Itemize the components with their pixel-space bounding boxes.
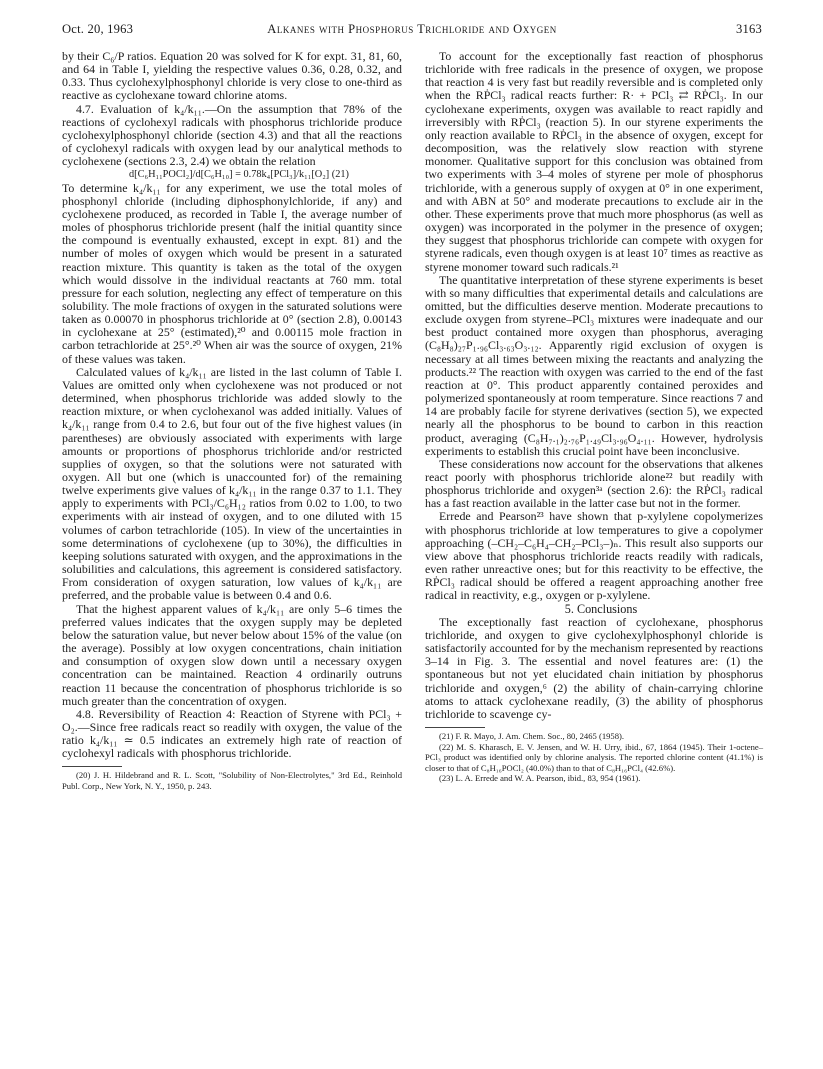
section-4-7-paragraph: 4.7. Evaluation of k₄/k₁₁.—On the assumption that 78% of the reactions of cyclohexyl radicals with phosphorus trichloride produce cyclohexylphosphonyl chloride (section 4.3) and that all the reactions of cyclohexyl radicals with oxygen lead by our analytical methods to cyclohexene (sections 2.3, 2.4) we obtain the relation (62, 101, 402, 169)
section-4-8-paragraph: 4.8. Reversibility of Reaction 4: Reaction of Styrene with PCl₃ + O₂.—Since free radicals react so readily with oxygen, the value of the ratio k₄/k₁₁ ≃ 0.5 indicates an extremely high rate of reaction of cyclohexyl radicals with phosphorus trichloride. (62, 706, 402, 761)
left-column (62, 50, 402, 792)
equation-21: d[C₆H₁₁POCl₂]/d[C₆H₁₀] = 0.78k₄[PCl₃]/k₁₁[O₂] (21) (129, 169, 349, 181)
paragraph: That the highest apparent values of k₄/k₁₁ are only 5–6 times the preferred values indicates that the oxygen supply may be depleted below the saturation value, but never below about 15% of the value (on the average). Possibly at low oxygen concentrations, chain initiation and consumption of oxygen slow down until a necessary oxygen concentration can be maintained. Reaction 4 ordinarily outruns reaction 11 because the concentration of phosphorus trichloride is so much greater than the concentration of oxygen. (62, 601, 402, 708)
paragraph: by their C₆/P ratios. Equation 20 was solved for K for expt. 31, 81, 60, and 64 in Table I, yielding the respective values 0.36, 0.28, 0.32, and 0.33. Thus cyclohexylphosphonyl chloride is very close to one-third as reactive as cyclohexane toward chlorine atoms. (62, 49, 402, 103)
footnote-21: (21) F. R. Mayo, J. Am. Chem. Soc., 80, 2465 (1958). (439, 730, 625, 741)
paragraph: Errede and Pearson²³ have shown that p-xylylene copolymerizes with phosphorus trichloride at low temperatures to give a copolymer approaching (–CH₂–C₆H₄–CH₂–PCl₃–)ₙ. This result also supports our view above that phosphorus trichloride reacts readily with radicals, even rather unreactive ones; but for this reactivity to be effective, the RṖCl₃ radical should be offered a reagent approaching another free radical in reactivity, e.g., oxygen or p-xylylene. (425, 509, 763, 603)
paragraph: The quantitative interpretation of these styrene experiments is beset with so many difficulties that experimental details and calculations are omitted, but the difficulties deserve mention. Moderate precautions to exclude oxygen from styrene–PCl₃ mixtures were inadequate and our best product contained more oxygen than phosphorus, averaging (C₈H₈)₂₇P₁.₉₆Cl₃.₆₃O₃.₁₂. Apparently rigid exclusion of oxygen is necessary at all times between mixing the reactants and analyzing the products.²² The reaction with oxygen was carried to the end of the fast reaction at 0°. This product apparently contained peroxides and polymerized spontaneously at room temperature. Since reactions 7 and 14 are probably facile for styrene derivatives (section 5), we expected nearly all the phosphorus to be bound to carbon in this reaction product, averaging (C₈H₇.₁)₂.₇₆P₁.₄₉Cl₃.₉₆O₄.₁₁. However, hydrolysis experiments to establish this crucial point have been inconclusive. (425, 272, 763, 458)
paragraph: Calculated values of k₄/k₁₁ are listed in the last column of Table I. Values are omitted only when cyclohexene was not produced or not determined, when phosphorus trichloride was added slowly to the reaction mixture, or when cyclohexanol was added initially. Values of k₄/k₁₁ range from 0.4 to 2.6, but four out of the five highest values (in parentheses) are obviously associated with experiments with large amounts or proportions of phosphorus trichloride and/or restricted supplies of oxygen, so that the solutions were not saturated with oxygen. All but one (which is unaccounted for) of the remaining twelve experiments give values of k₄/k₁₁ in the range 0.37 to 1.1. They apply to experiments with PCl₃/C₆H₁₂ ratios from 0.02 to 1.00, to two experiments with air instead of oxygen, and to one diluted with 15 volumes of carbon tetrachloride (105). In view of the uncertainties in some determinations of cyclohexene (up to 30%), the difficulties in keeping solutions saturated with oxygen, and the approximations in the solubilities and calculations, this agreement is considered satisfactory. From consideration of oxygen saturation, low values of k₄/k₁₁ are preferred, and the probable value is between 0.4 and 0.6. (62, 364, 402, 603)
issue-date: Oct. 20, 1963 (62, 22, 134, 36)
footnote-22: (22) M. S. Kharasch, E. V. Jensen, and W. H. Urry, ibid., 67, 1864 (1945). Their 1-octene–PCl₃ product was identified only by chlorine analysis. The reported chlorine content (41.1%) is closer to that of C₈H₁₆POCl₂ (40.0%) than to that of C₈H₁₆PCl₄ (42.6%). (425, 741, 763, 773)
footnote-divider (62, 766, 122, 767)
page-number: 3163 (736, 22, 762, 36)
footnote-23: (23) L. A. Errede and W. A. Pearson, ibid., 83, 954 (1961). (439, 773, 641, 784)
footnote-20: (20) J. H. Hildebrand and R. L. Scott, "Solubility of Non-Electrolytes," 3rd Ed., Reinhold Publ. Corp., New York, N. Y., 1950, p. 243. (62, 770, 402, 792)
page-header (62, 22, 762, 38)
right-column (425, 50, 763, 784)
conclusions-heading: 5. Conclusions (564, 601, 638, 616)
paragraph: These considerations now account for the observations that alkenes react poorly with phosphorus trichloride alone²² but readily with phosphorus trichloride and oxygen³ᵃ (section 2.6): the RṖCl₃ radical has a fast reaction available in the latter case but not in the former. (425, 456, 763, 511)
paragraph: To account for the exceptionally fast reaction of phosphorus trichloride with free radicals in the presence of oxygen, we propose that reaction 4 is very fast but readily reversible and is completed only when the RṖCl₃ radical reacts further: R· + PCl₃ ⇄ RṖCl₃. In our cyclohexane experiments, oxygen was available to react rapidly and irreversibly with RṖCl₃ (reaction 5). In our styrene experiments the only reaction available to RṖCl₃ in the absence of oxygen, except for decomposition, was the relatively slow reaction with styrene monomer. Qualitative support for this conclusion was obtained from two experiments with 3–4 moles of styrene per mole of phosphorus trichloride, with a generous supply of oxygen at 0° in one experiment, and with ABN at 50° and moderate precautions to exclude air in the other. These experiments prove that much more phosphorus (as well as oxygen) was incorporated in the polymer in the presence of oxygen; they suggest that phosphorus trichloride can compete with oxygen for styrene radicals, even though oxygen is at least 10⁷ times as reactive as styrene monomer toward such radicals.²¹ (425, 49, 763, 274)
running-title: Alkanes with Phosphorus Trichloride and Oxygen (267, 22, 557, 36)
paragraph: To determine k₄/k₁₁ for any experiment, we use the total moles of phosphonyl chloride (including diphosphonylchloride, if any) and cyclohexene produced, as recorded in Table I, the average number of moles of phosphorus trichloride present (half the initial quantity since the compound is eventually exhausted, except in expt. 81) and the number of moles of oxygen which would be present in a saturated reaction mixture. This quantity is taken as the total of the oxygen which would dissolve in the individual reactants at 760 mm. total pressure for each solution, neglecting any effect of temperature on this solubility. The mole fractions of oxygen in the saturated solutions were taken as 0.00070 in phosphorus trichloride at 0° (section 2.8), 0.00143 in cyclohexane at 25° (estimated),²⁰ and 0.00115 mole fraction in carbon tetrachloride at 25°.²⁰ When air was the source of oxygen, 21% of these values was taken. (62, 180, 402, 366)
footnote-divider (425, 727, 485, 728)
paragraph: The exceptionally fast reaction of cyclohexane, phosphorus trichloride, and oxygen to give cyclohexylphosphonyl chloride is satisfactorily accounted for by the mechanism represented by reactions 3–14 in Fig. 3. The essential and novel features are: (1) the spontaneous but not yet elucidated chain initiation by phosphorus trichloride and oxygen,⁶ (2) the ability of chain-carrying chlorine atoms to attack cyclohexane readily, (3) the ability of phosphorus trichloride to scavenge cy- (425, 614, 763, 721)
